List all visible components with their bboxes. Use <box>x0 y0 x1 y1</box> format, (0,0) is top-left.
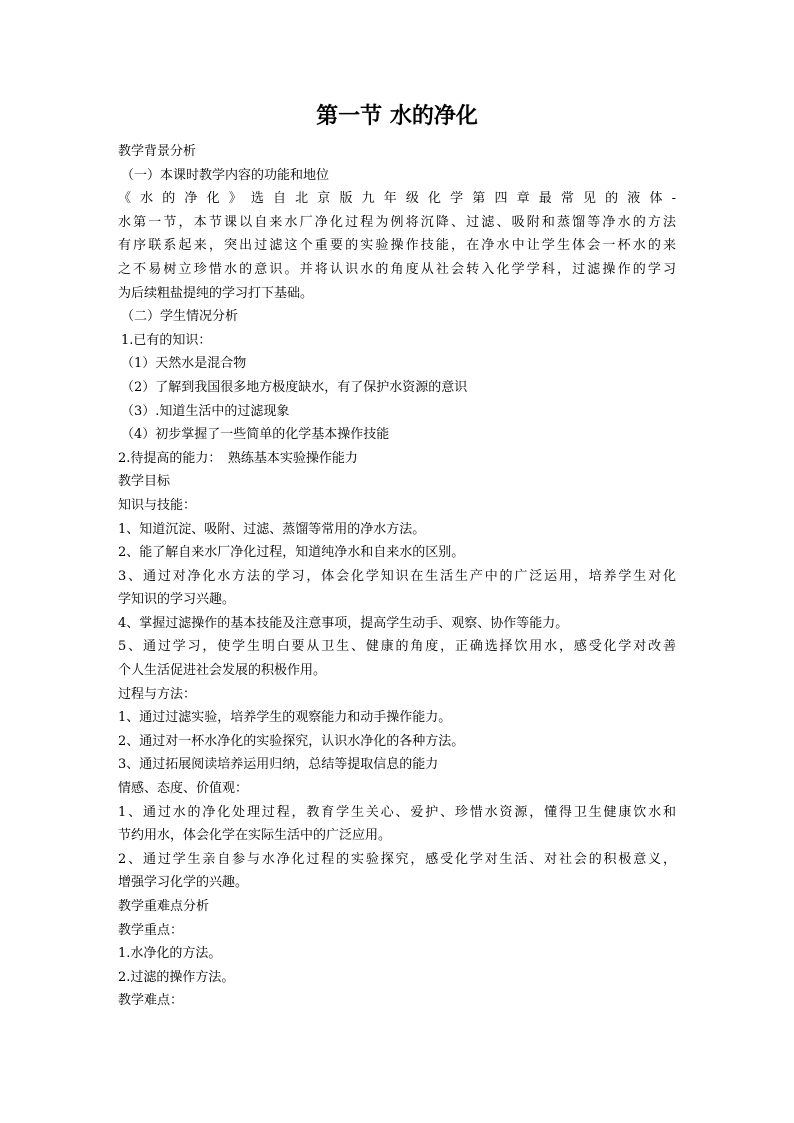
text-line: 5、通过学习，使学生明白要从卫生、健康的角度，正确选择饮用水，感受化学对改善 <box>118 639 676 655</box>
text-line: 有序联系起来，突出过滤这个重要的实验操作技能，在净水中让学生体会一杯水的来 <box>118 238 676 254</box>
text-line: 3、通过拓展阅读培养运用归纳，总结等提取信息的能力 <box>118 757 439 773</box>
text-line: 《水的净化》选自北京版九年级化学第四章最常见的液体- <box>118 191 676 207</box>
text-line: 教学重难点分析 <box>118 899 210 914</box>
text-line: 水第一节，本节课以自来水厂净化过程为例将沉降、过滤、吸附和蒸馏等净水的方法 <box>118 214 676 230</box>
text-line: 知识与技能： <box>118 497 197 513</box>
text-line: 3、通过对净化水方法的学习，体会化学知识在生活生产中的广泛运用，培养学生对化 <box>118 568 676 584</box>
text-line: 学知识的学习兴趣。 <box>118 592 236 608</box>
text-line: 1.水净化的方法。 <box>118 946 222 962</box>
text-line: 2.待提高的能力： 熟练基本实验操作能力 <box>118 450 358 466</box>
text-line: 1、通过水的净化处理过程，教育学生关心、爱护、珍惜水资源，懂得卫生健康饮水和 <box>118 804 676 820</box>
text-line: 个人生活促进社会发展的积极作用。 <box>118 663 327 679</box>
text-line: 2.过滤的操作方法。 <box>118 969 235 985</box>
text-line: 增强学习化学的兴趣。 <box>118 875 249 891</box>
text-line: （2）了解到我国很多地方极度缺水，有了保护水资源的意识 <box>121 379 468 395</box>
text-line: 2、通过对一杯水净化的实验探究，认识水净化的各种方法。 <box>118 733 465 749</box>
text-line: 教学背景分析 <box>118 144 197 159</box>
text-line: 情感、态度、价值观： <box>118 781 249 797</box>
text-line: 1、通过过滤实验，培养学生的观察能力和动手操作能力。 <box>118 710 452 726</box>
text-line: 教学重点： <box>118 922 184 938</box>
text-line: 节约用水，体会化学在实际生活中的广泛应用。 <box>118 828 392 844</box>
text-line: 4、掌握过滤操作的基本技能及注意事项，提高学生动手、观察、协作等能力。 <box>118 615 569 631</box>
text-line: 1、知道沉淀、吸附、过滤、蒸馏等常用的净水方法。 <box>118 521 426 537</box>
text-line: 教学目标 <box>118 474 171 490</box>
text-line: （4）初步掌握了一些简单的化学基本操作技能 <box>121 427 390 443</box>
text-line: 教学难点： <box>118 993 184 1009</box>
text-line: 之不易树立珍惜水的意识。并将认识水的角度从社会转入化学学科，过滤操作的学习 <box>118 261 676 277</box>
text-line: 为后续粗盐提纯的学习打下基础。 <box>118 285 314 301</box>
text-line: 过程与方法： <box>118 686 197 702</box>
document-body <box>118 140 676 1013</box>
text-line: 1.已有的知识： <box>121 332 212 348</box>
text-line: （二）学生情况分析 <box>121 309 239 325</box>
text-line: 2、通过学生亲自参与水净化过程的实验探究，感受化学对生活、对社会的积极意义， <box>118 851 676 867</box>
page-title: 第一节 水的净化 <box>316 103 478 129</box>
text-line: （3）.知道生活中的过滤现象 <box>121 403 290 419</box>
text-line: 2、能了解自来水厂净化过程，知道纯净水和自来水的区别。 <box>118 545 465 561</box>
text-line: （1）天然水是混合物 <box>121 356 247 372</box>
text-line: （一）本课时教学内容的功能和地位 <box>121 167 330 183</box>
